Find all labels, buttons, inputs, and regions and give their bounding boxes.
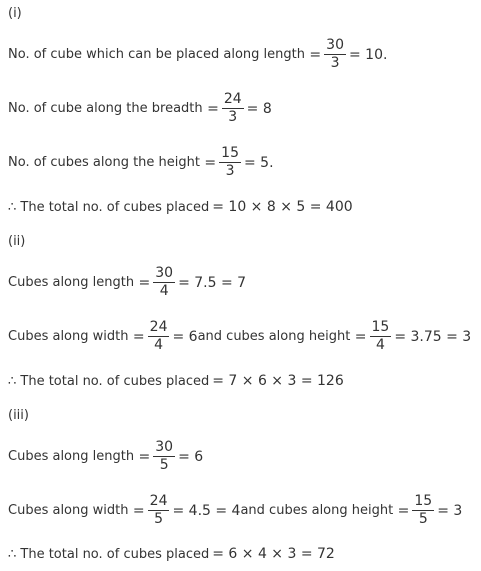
part-iii-height-fraction: [412, 493, 434, 528]
part-ii-height-result: = 3.75 = 3: [394, 328, 472, 345]
fraction-denominator: 3: [228, 109, 238, 125]
part-i-heading: [8, 6, 22, 21]
fraction-numerator: 30: [155, 439, 174, 455]
part-iii-width-result: = 4.5 = 4: [172, 502, 241, 519]
fraction-denominator: 5: [154, 511, 164, 527]
part-ii-width-height-line: [8, 319, 471, 354]
fraction-numerator: 30: [155, 265, 174, 281]
part-ii-height-label: and cubes along height: [197, 329, 351, 344]
part-i-total-expression: = 10 × 8 × 5 = 400: [212, 199, 353, 215]
equals-sign: =: [202, 100, 219, 117]
part-iii-total-label: ∴ The total no. of cubes placed: [8, 546, 210, 562]
fraction-denominator: 3: [330, 55, 340, 71]
part-ii-length-result: = 7.5 = 7: [178, 274, 247, 291]
part-i-height-label: No. of cubes along the height: [8, 155, 200, 170]
fraction-numerator: 15: [414, 493, 433, 509]
equals-sign: =: [350, 328, 367, 345]
part-ii-total-line: [8, 373, 344, 389]
part-iii-length-fraction: [153, 439, 175, 474]
part-i-height-fraction: [219, 145, 241, 180]
part-i-length-fraction: [324, 37, 346, 72]
part-iii-width-label: Cubes along width: [8, 503, 129, 518]
fraction-denominator: 5: [159, 457, 169, 473]
part-iii-length-line: [8, 439, 203, 474]
part-ii-total-expression: = 7 × 6 × 3 = 126: [212, 373, 344, 389]
part-i-length-result: = 10.: [348, 46, 388, 63]
equals-sign: =: [304, 46, 322, 63]
part-ii-length-line: [8, 265, 246, 300]
part-iii-width-height-line: [8, 493, 462, 528]
part-i-breadth-line: [8, 91, 272, 126]
fraction-denominator: 5: [418, 511, 428, 527]
part-i-breadth-fraction: [222, 91, 244, 126]
part-ii-heading: [8, 234, 25, 249]
part-i-total-line: [8, 199, 353, 215]
equals-sign: =: [199, 154, 217, 171]
part-ii-length-fraction: [153, 265, 175, 300]
part-iii-total-line: [8, 546, 335, 562]
fraction-numerator: 30: [326, 37, 344, 53]
part-ii-height-fraction: [370, 319, 392, 354]
part-i-heading-text: (i): [8, 6, 22, 21]
part-iii-height-result: = 3: [437, 502, 463, 519]
equals-sign: =: [128, 502, 145, 519]
part-ii-width-result: = 6: [172, 328, 198, 345]
equals-sign: =: [134, 274, 151, 291]
equals-sign: =: [393, 502, 410, 519]
part-iii-height-label: and cubes along height: [240, 503, 394, 518]
fraction-denominator: 4: [159, 283, 169, 299]
part-i-height-line: [8, 145, 274, 180]
fraction-numerator: 24: [223, 91, 242, 107]
part-iii-width-fraction: [148, 493, 170, 528]
part-ii-heading-text: (ii): [8, 234, 26, 249]
part-iii-heading: [8, 408, 29, 423]
fraction-denominator: 3: [225, 163, 235, 179]
part-iii-length-result: = 6: [178, 448, 204, 465]
part-ii-width-fraction: [148, 319, 170, 354]
equals-sign: =: [128, 328, 145, 345]
fraction-numerator: 15: [371, 319, 390, 335]
fraction-denominator: 4: [375, 337, 385, 353]
part-iii-heading-text: (iii): [8, 408, 29, 423]
part-i-length-label: No. of cube which can be placed along length: [8, 47, 305, 62]
part-iii-total-expression: = 6 × 4 × 3 = 72: [212, 546, 335, 562]
fraction-numerator: 24: [149, 319, 168, 335]
part-i-total-label: ∴ The total no. of cubes placed: [8, 199, 210, 215]
part-ii-total-label: ∴ The total no. of cubes placed: [8, 373, 210, 389]
part-i-breadth-label: No. of cube along the breadth: [8, 101, 203, 116]
part-i-breadth-result: = 8: [246, 100, 272, 117]
part-i-height-result: = 5.: [244, 154, 274, 171]
part-i-length-line: [8, 37, 387, 72]
part-ii-width-label: Cubes along width: [8, 329, 129, 344]
part-iii-length-label: Cubes along length: [8, 449, 135, 464]
fraction-denominator: 4: [154, 337, 164, 353]
fraction-numerator: 24: [149, 493, 168, 509]
equals-sign: =: [134, 448, 151, 465]
fraction-numerator: 15: [221, 145, 239, 161]
part-ii-length-label: Cubes along length: [8, 275, 135, 290]
